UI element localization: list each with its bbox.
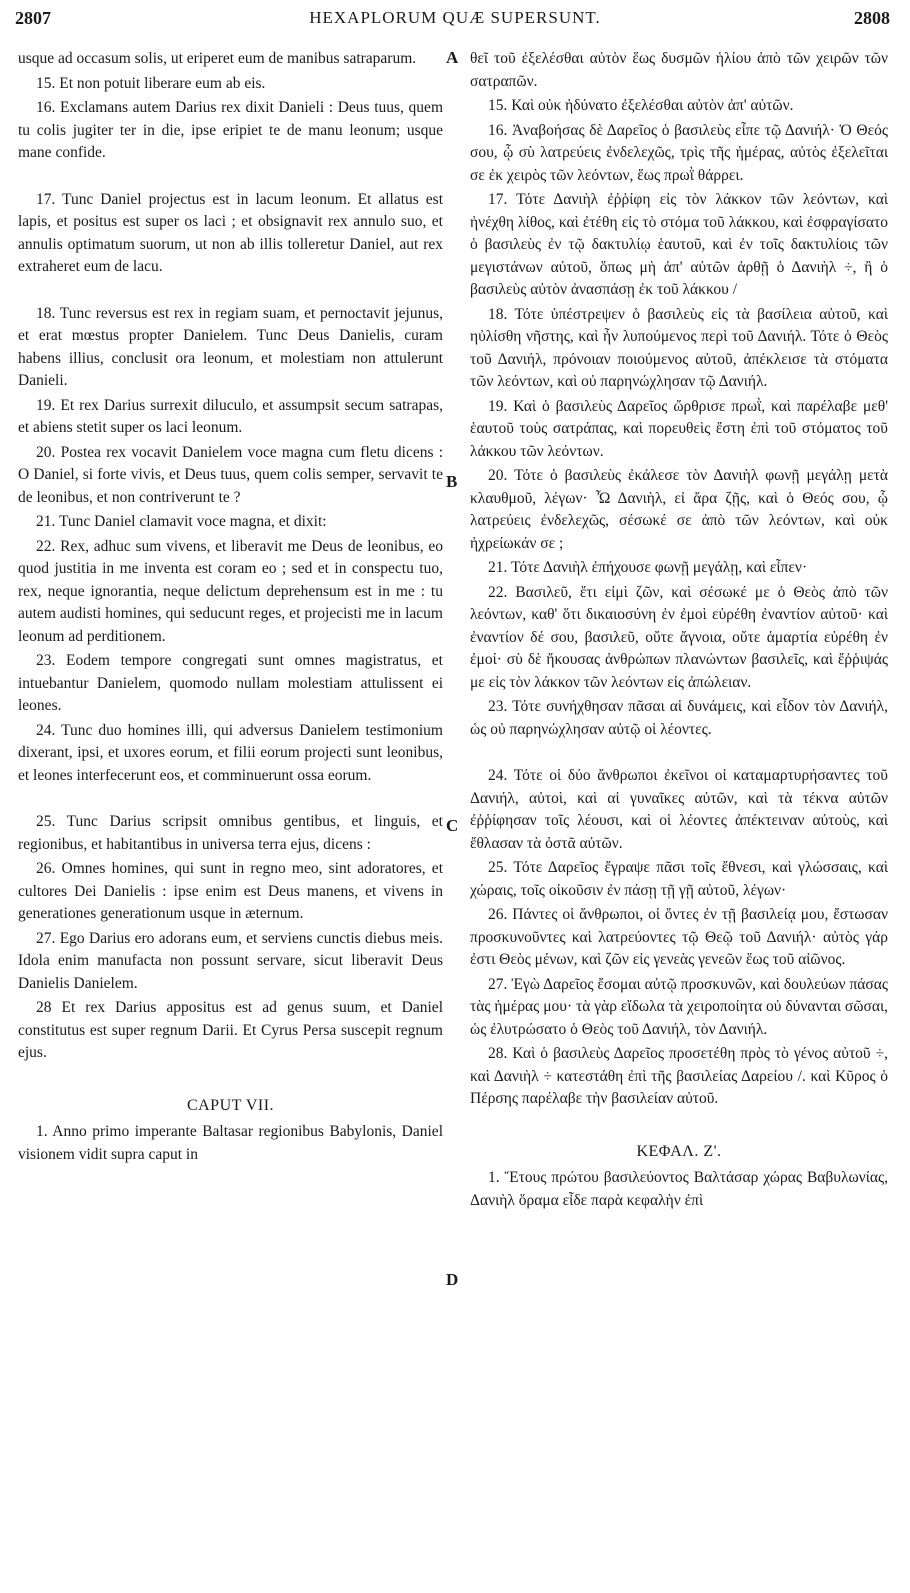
- greek-verse-27: 27. Ἐγὼ Δαρεῖος ἔσομαι αὐτῷ προσκυνῶν, καὶ δουλεύων πάσας τὰς ἡμέρας μου· τὰ γὰρ εἴδωλα τὰ χειροποίητα οὐ δύνανται σῶσαι, ὡς ἐλυτρώσατο ὁ Θεὸς τοῦ Δανιήλ, τὸν Δανιήλ.: [470, 975, 888, 1038]
- latin-verse-25: 25. Tunc Darius scripsit omnibus gentibus, et linguis, et regionibus, et habitantibus in universa terra ejus, dicens :: [18, 813, 443, 853]
- page-number-left: 2807: [15, 8, 51, 28]
- greek-verse-20: 20. Τότε ὁ βασιλεὺς ἐκάλεσε τὸν Δανιὴλ φωνῇ μεγάλῃ μετὰ κλαυθμοῦ, λέγων· Ὦ Δανιὴλ, εἰ ἄρα ζῇς, καὶ ὁ Θεός σου, ᾧ λατρεύεις ἐνδελεχῶς, σέσωκέ σε ἀπὸ τῶν λεόντων, καὶ οὐκ ἠχρείωκάν σε ;: [470, 467, 888, 552]
- latin-verse-14-cont: usque ad occasum solis, ut eriperet eum de manibus satraparum.: [18, 50, 417, 67]
- greek-verse-26: 26. Πάντες οἱ ἄνθρωποι, οἱ ὄντες ἐν τῇ βασιλείᾳ μου, ἔστωσαν προσκυνοῦντες καὶ λατρεύοντες τῷ Θεῷ τοῦ Δανιήλ· αὐτὸς γάρ ἐστι Θεὸς μένων, καὶ ζῶν εἰς γενεὰς γενεῶν ἕως τοῦ αἰῶνος.: [470, 906, 888, 968]
- greek-verse-23: 23. Τότε συνήχθησαν πᾶσαι αἱ δυνάμεις, καὶ εἶδον τὸν Δανιήλ, ὡς οὐ παρηνώχλησαν αὐτῷ οἱ λέοντες.: [470, 698, 888, 738]
- latin-verse-24: 24. Tunc duo homines illi, qui adversus Danielem testimonium dixerant, ipsi, et uxores eorum, et filii eorum projecti sunt leonibus, et leones interfecerunt eos, et comminuerunt ossa eorum.: [18, 721, 443, 784]
- latin-verse-16: 16. Exclamans autem Darius rex dixit Danieli : Deus tuus, quem tu colis jugiter ter in die, ipse eripiet te de manu leonum; usque mane confide.: [18, 99, 443, 161]
- latin-column: [18, 48, 443, 1168]
- greek-verse-14-cont: θεῖ τοῦ ἐξελέσθαι αὐτὸν ἕως δυσμῶν ἡλίου ἀπὸ τῶν χειρῶν τῶν σατραπῶν.: [470, 50, 888, 90]
- running-header: [0, 0, 910, 40]
- greek-verse-18: 18. Τότε ὑπέστρεψεν ὁ βασιλεὺς εἰς τὰ βασίλεια αὐτοῦ, καὶ ηὐλίσθη νῆστης, καὶ ἦν λυπούμενος περὶ τοῦ Δανιήλ. Τότε ὁ Θεὸς τοῦ Δανιήλ, πρόνοιαν ποιούμενος αὐτοῦ, ἀπέκλεισε τὰ στόματα τῶν λεόντων, καὶ οὐ παρηνώχλησαν τῷ Δανιήλ.: [470, 305, 888, 390]
- latin-verse-17: 17. Tunc Daniel projectus est in lacum leonum. Et allatus est lapis, et positus est super os laci ; et obsignavit rex annulo suo, et annulis optimatum suorum, ut non ab illis tolleretur Daniel, aut rex extraheret eum de lacu.: [18, 190, 443, 275]
- latin-verse-22: 22. Rex, adhuc sum vivens, et liberavit me Deus de leonibus, eo quod justitia in me inventa est coram eo ; sed et in conspectu tuo, rex, neque ignorantia, neque delictum deprehensum est in me : tu autem audisti homines, qui seducunt reges, et projecisti me in lacum leonum ad perditionem.: [18, 537, 443, 645]
- latin-chapter-heading: CAPUT VII.: [186, 1096, 275, 1114]
- latin-ch7-verse-1: 1. Anno primo imperante Baltasar regionibus Babylonis, Daniel visionem vidit supra caput in: [18, 1123, 443, 1163]
- section-marker-a: A: [446, 48, 459, 67]
- greek-verse-24: 24. Τότε οἱ δύο ἄνθρωποι ἐκεῖνοι οἱ καταμαρτυρήσαντες τοῦ Δανιήλ, αὐτοὶ, καὶ αἱ γυναῖκες αὐτῶν, καὶ τὰ τέκνα αὐτῶν ἐῤῥίφησαν τοῖς λέουσι, καὶ οἱ λέοντες ἀπέκτειναν αὐτοὺς, καὶ ἔθλασαν τὰ ὀστᾶ αὐτῶν.: [470, 767, 888, 852]
- greek-ch7-verse-1: 1. Ἔτους πρώτου βασιλεύοντος Βαλτάσαρ χώρας Βαβυλωνίας, Δανιὴλ ὅραμα εἶδε παρὰ κεφαλὴν ἐπὶ: [470, 1169, 888, 1209]
- greek-column: [470, 48, 888, 1214]
- latin-verse-15: 15. Et non potuit liberare eum ab eis.: [36, 74, 266, 92]
- latin-verse-19: 19. Et rex Darius surrexit diluculo, et assumpsit secum satrapas, et abiens stetit super os laci leonum.: [18, 396, 443, 436]
- greek-chapter-heading: ΚΕΦΑΛ. Ζ'.: [636, 1142, 722, 1160]
- greek-verse-22: 22. Βασιλεῦ, ἔτι εἰμὶ ζῶν, καὶ σέσωκέ με ὁ Θεὸς ἀπὸ τῶν λεόντων, καθ' ὅτι δικαιοσύνη ἐν ἐμοὶ εὑρέθη ἐναντίον αὐτοῦ· καὶ ἐναντίον δέ σου, βασιλεῦ, οὔτε ἄγνοια, οὔτε ἁμαρτία εὑρέθη ἐν ἐμοί· σὺ δὲ ἤκουσας ἀνθρώπων πλανώντων βασιλεῖς, καὶ ἔῤῥιψάς με εἰς τὸν λάκκον τῶν λεόντων εἰς ἀπώλειαν.: [470, 583, 888, 691]
- latin-verse-18: 18. Tunc reversus est rex in regiam suam, et pernoctavit jejunus, et erat mœstus propter Danielem. Tunc Deus Danielis, curam habens illius, conclusit ora leonum, et molestiam non attulerunt Danieli.: [18, 304, 443, 389]
- section-marker-b: B: [446, 472, 458, 491]
- latin-verse-26: 26. Omnes homines, qui sunt in regno meo, sint adoratores, et cultores Dei Danielis : ipse enim est Deus manens, et vivens in generationes generationum usque in æternum.: [18, 860, 443, 922]
- section-marker-d: D: [446, 1270, 459, 1289]
- section-marker-c: C: [446, 816, 459, 835]
- greek-verse-15: 15. Καὶ οὐκ ἠδύνατο ἐξελέσθαι αὐτὸν ἀπ' αὐτῶν.: [488, 97, 794, 114]
- greek-verse-25: 25. Τότε Δαρεῖος ἔγραψε πᾶσι τοῖς ἔθνεσι, καὶ γλώσσαις, καὶ χώραις, τοῖς οἰκοῦσιν ἐν πάσῃ τῇ γῇ αὐτοῦ, λέγων·: [470, 859, 888, 899]
- greek-verse-19: 19. Καὶ ὁ βασιλεὺς Δαρεῖος ὤρθρισε πρωῒ, καὶ παρέλαβε μεθ' ἑαυτοῦ τοὺς σατράπας, καὶ πορευθεὶς ἔστη ἐπὶ τοῦ στόματος τοῦ λάκκου τῶν λεόντων.: [470, 397, 888, 460]
- greek-verse-16: 16. Ἀναβοήσας δὲ Δαρεῖος ὁ βασιλεὺς εἶπε τῷ Δανιήλ· Ὁ Θεός σου, ᾧ σὺ λατρεύεις ἐνδελεχῶς, τρὶς τῆς ἡμέρας, αὐτὸς ἐξελεῖται σε ἐκ χειρὸς τῶν λεόντων, ἕως πρωῒ θάρρει.: [470, 121, 888, 184]
- latin-verse-23: 23. Eodem tempore congregati sunt omnes magistratus, et intuebantur Danielem, quomodo nullam molestiam attulissent ei leones.: [18, 652, 443, 714]
- greek-verse-28: 28. Καὶ ὁ βασιλεὺς Δαρεῖος προσετέθη πρὸς τὸ γένος αὐτοῦ ÷, καὶ Δανιὴλ ÷ κατεστάθη ἐπὶ τῆς βασιλείας Δαρείου /. καὶ Κῦρος ὁ Πέρσης παρέλαβε τὴν βασιλείαν αὐτοῦ.: [470, 1045, 888, 1107]
- greek-verse-21: 21. Τότε Δανιὴλ ἐπήχουσε φωνῇ μεγάλῃ, καὶ εἶπεν·: [488, 559, 808, 576]
- running-title: HEXAPLORUM QUÆ SUPERSUNT.: [309, 8, 601, 27]
- latin-verse-21: 21. Tunc Daniel clamavit voce magna, et dixit:: [36, 513, 327, 530]
- latin-verse-28: 28 Et rex Darius appositus est ad genus suum, et Daniel constitutus est super regnum Darii. Et Cyrus Persa suscepit regnum ejus.: [18, 999, 443, 1061]
- latin-verse-20: 20. Postea rex vocavit Danielem voce magna cum fletu dicens : O Daniel, si forte vivis, et Deus tuus, quem colis semper, servavit te de leonibus, et non contriverunt te ?: [18, 443, 443, 506]
- latin-verse-27: 27. Ego Darius ero adorans eum, et serviens cunctis diebus meis. Idola enim manufacta non possunt servare, sicut liberavit Deus Danielis Danielem.: [18, 929, 443, 992]
- page-number-right: 2808: [854, 8, 890, 28]
- greek-verse-17: 17. Τότε Δανιὴλ ἐῤῥίφη εἰς τὸν λάκκον τῶν λεόντων, καὶ ἠνέχθη λίθος, καὶ ἐτέθη εἰς τὸ στόμα τοῦ λάκκου, καὶ ἐσφραγίσατο ὁ βασιλεὺς ἐν τῷ δακτυλίῳ ἑαυτοῦ, καὶ ἐν τοῖς δακτυλίοις τῶν μεγιστάνων αὐτοῦ, ὅπως μὴ ἀπ' αὐτῶν ἀρθῇ ὁ Δανιὴλ ÷, ἢ ὁ βασιλεὺς αὐτὸν ἀνασπάσῃ ἐκ τοῦ λάκκου /: [470, 191, 888, 298]
